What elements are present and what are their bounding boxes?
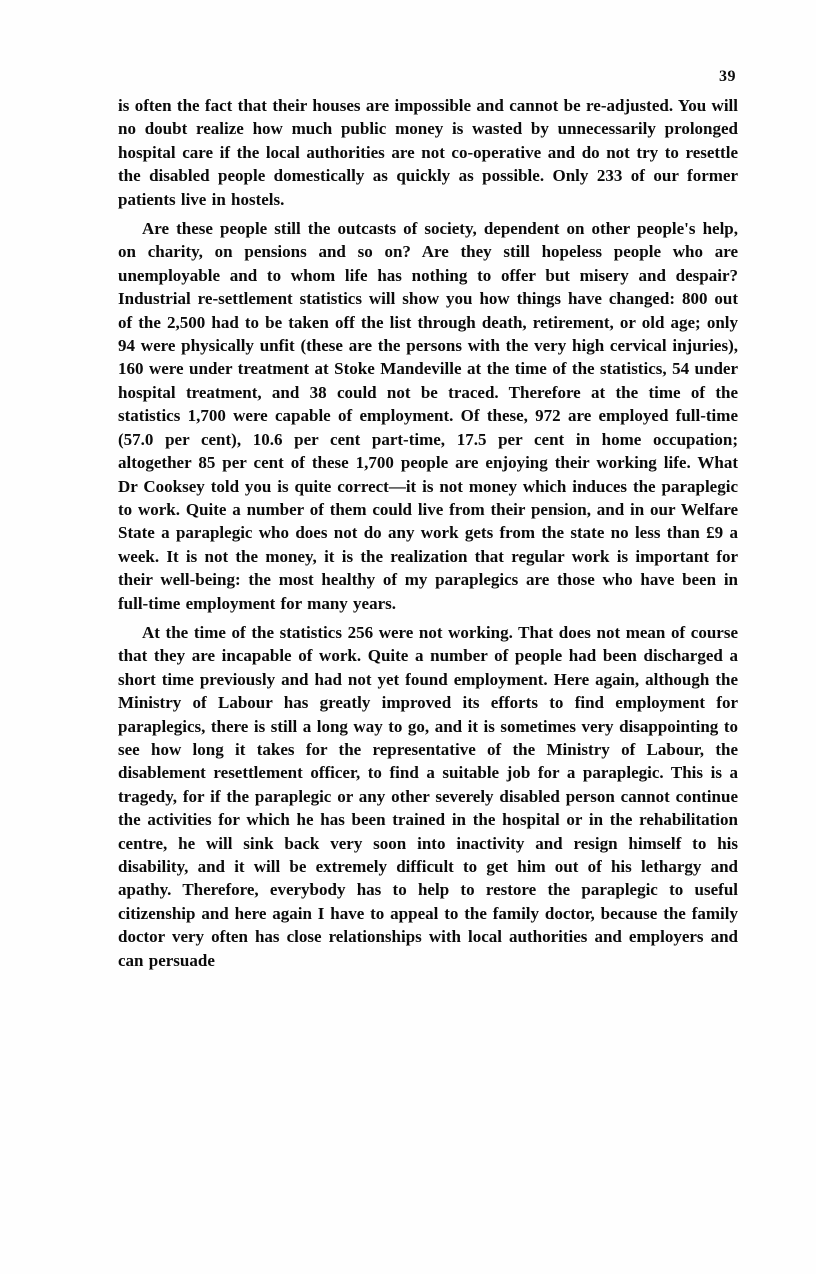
page-number: 39 (719, 68, 736, 85)
text-block (118, 94, 738, 972)
paragraph: is often the fact that their houses are impossible and cannot be re-adjusted. You will no doubt realize how much public money is wasted by unnecessarily prolonged hospital care if the local authorities are not co-operative and do not try to resettle the disabled people domestically as quickly as possible. Only 233 of our former patients live in hostels. (118, 96, 738, 209)
paragraph: Are these people still the outcasts of society, dependent on other people's help, on charity, on pensions and so on? Are they still hopeless people who are unemployable and to whom life has nothing to offer but misery and despair? Industrial re-settlement statistics will show you how things have changed: 800 out of the 2,500 had to be taken off the list through death, retirement, or old age; only 94 were physically unfit (these are the persons with the very high cervical injuries), 160 were under treatment at Stoke Mandeville at the time of the statistics, 54 under hospital treatment, and 38 could not be traced. Therefore at the time of the statistics 1,700 were capable of employment. Of these, 972 are employed full-time (57.0 per cent), 10.6 per cent part-time, 17.5 per cent in home occupation; altogether 85 per cent of these 1,700 people are enjoying their working life. What Dr Cooksey told you is quite correct—it is not money which induces the paraplegic to work. Quite a number of them could live from their pension, and in our Welfare State a paraplegic who does not do any work gets from the state no less than £9 a week. It is not the money, it is the realization that regular work is important for their well-being: the most healthy of my paraplegics are those who have been in full-time employment for many years. (118, 219, 738, 613)
paragraph: At the time of the statistics 256 were not working. That does not mean of course that they are incapable of work. Quite a number of people had been discharged a short time previously and had not yet found employment. Here again, although the Ministry of Labour has greatly improved its efforts to find employment for paraplegics, there is still a long way to go, and it is sometimes very disappointing to see how long it takes for the representative of the Ministry of Labour, the disablement resettlement officer, to find a suitable job for a paraplegic. This is a tragedy, for if the paraplegic or any other severely disabled person cannot continue the activities for which he has been trained in the hospital or in the rehabilitation centre, he will sink back very soon into inactivity and resign himself to his disability, and it will be extremely difficult to get him out of his lethargy and apathy. Therefore, everybody has to help to restore the paraplegic to useful citizenship and here again I have to appeal to the family doctor, because the family doctor very often has close relationships with local authorities and employers and can persuade (118, 622, 738, 970)
